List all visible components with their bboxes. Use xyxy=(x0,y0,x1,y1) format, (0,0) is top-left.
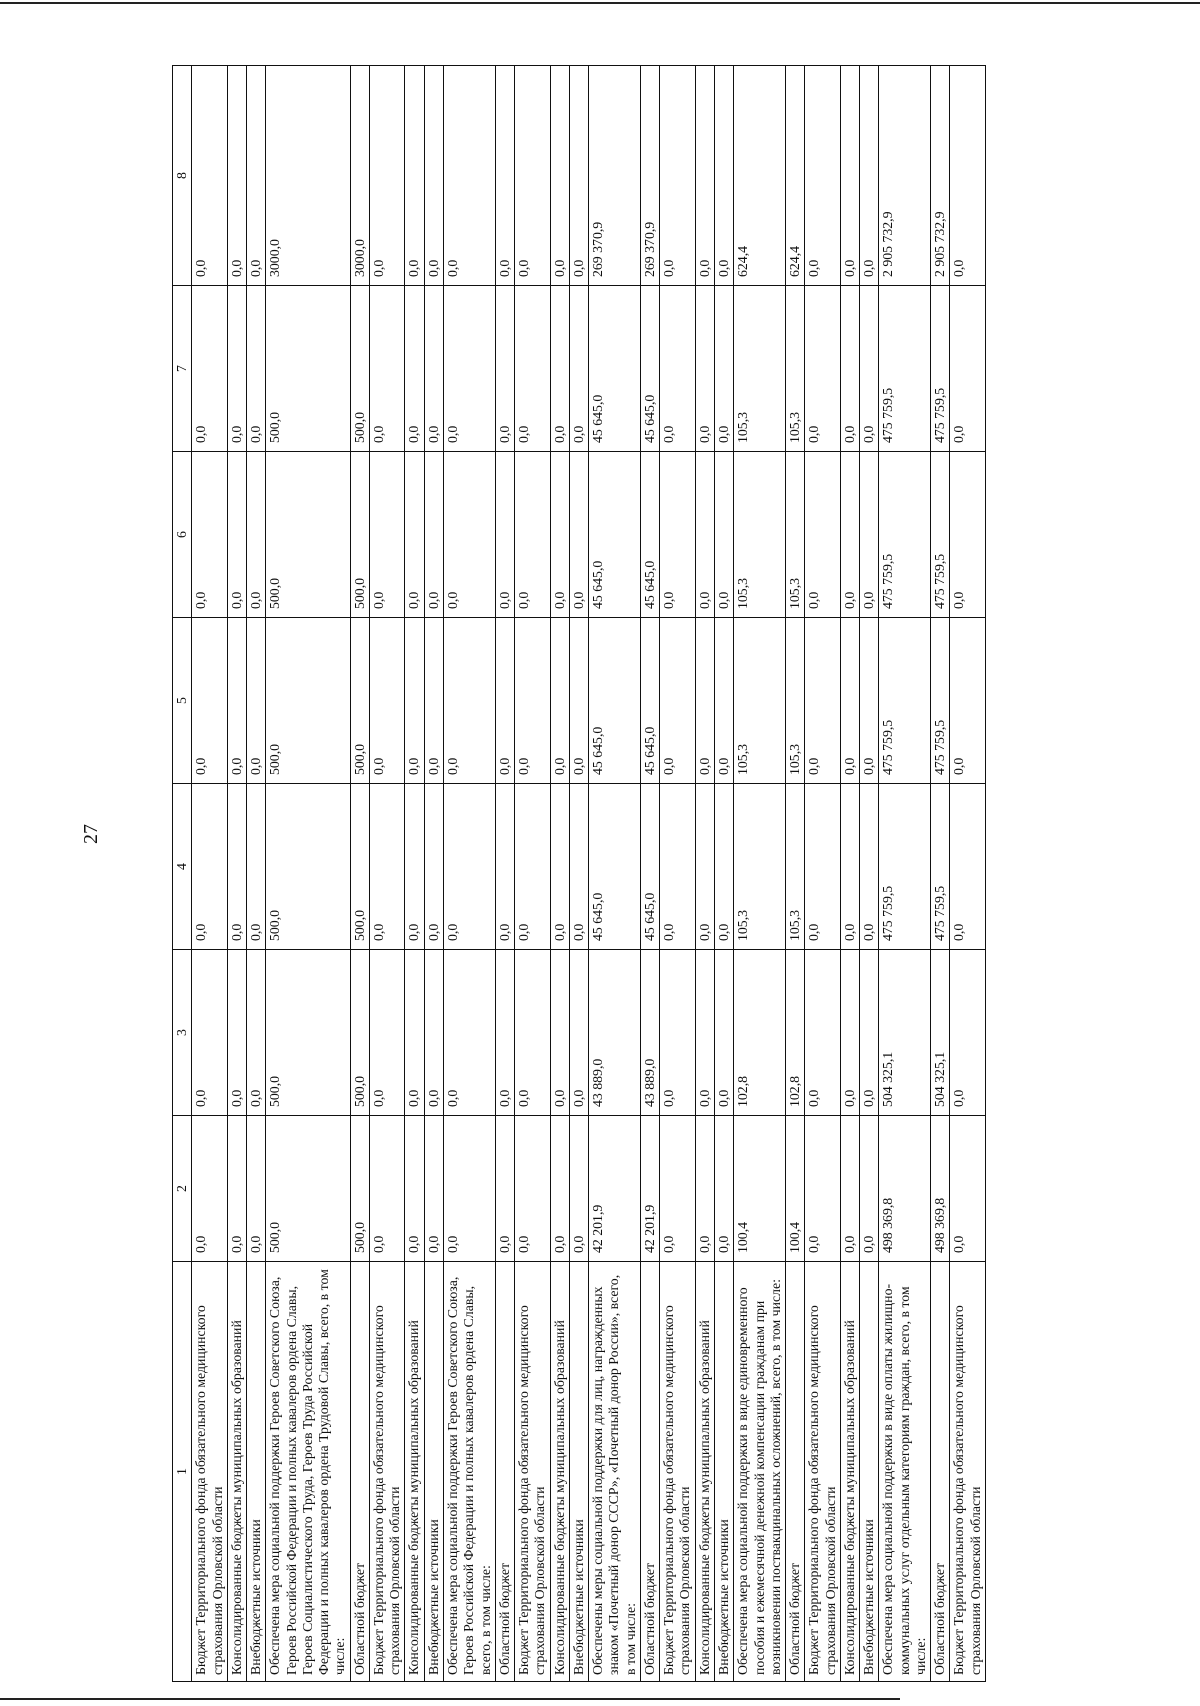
row-label: Внебюджетные источники xyxy=(247,1262,266,1682)
row-value: 0,0 xyxy=(227,618,246,784)
row-value: 0,0 xyxy=(950,66,986,286)
row-value: 500,0 xyxy=(266,784,350,950)
row-label: Бюджет Территориального фонда обязательного медицинского страхования Орловской области xyxy=(369,1262,405,1682)
row-value: 0,0 xyxy=(695,286,714,452)
budget-table xyxy=(172,65,986,1682)
table-row xyxy=(569,66,588,1682)
row-value: 0,0 xyxy=(695,1116,714,1262)
row-value: 0,0 xyxy=(227,950,246,1116)
row-value: 0,0 xyxy=(495,784,514,950)
row-label: Консолидированные бюджеты муниципальных образований xyxy=(840,1262,859,1682)
row-value: 0,0 xyxy=(369,452,405,618)
row-label: Внебюджетные источники xyxy=(569,1262,588,1682)
row-value: 0,0 xyxy=(405,950,424,1116)
table-row xyxy=(950,66,986,1682)
row-value: 0,0 xyxy=(569,618,588,784)
row-value: 0,0 xyxy=(369,784,405,950)
row-value: 0,0 xyxy=(660,452,696,618)
table-row xyxy=(369,66,405,1682)
table-row xyxy=(405,66,424,1682)
row-value: 42 201,9 xyxy=(640,1116,659,1262)
column-header: 2 xyxy=(173,1116,192,1262)
row-value: 43 889,0 xyxy=(589,950,641,1116)
row-value: 45 645,0 xyxy=(589,618,641,784)
row-value: 0,0 xyxy=(424,784,443,950)
rotated-page xyxy=(172,66,986,1682)
row-value: 0,0 xyxy=(840,66,859,286)
row-value: 500,0 xyxy=(350,784,369,950)
row-value: 500,0 xyxy=(266,950,350,1116)
row-value: 102,8 xyxy=(734,950,786,1116)
row-value: 0,0 xyxy=(405,286,424,452)
row-value: 0,0 xyxy=(495,286,514,452)
row-value: 2 905 732,9 xyxy=(931,66,950,286)
row-label: Консолидированные бюджеты муниципальных образований xyxy=(405,1262,424,1682)
row-value: 0,0 xyxy=(860,286,879,452)
row-value: 0,0 xyxy=(950,784,986,950)
row-value: 0,0 xyxy=(405,618,424,784)
row-value: 0,0 xyxy=(424,286,443,452)
row-label: Областной бюджет xyxy=(350,1262,369,1682)
row-value: 100,4 xyxy=(786,1116,805,1262)
row-value: 0,0 xyxy=(515,66,551,286)
row-value: 105,3 xyxy=(734,618,786,784)
row-label: Обеспечена мера социальной поддержки Героев Советского Союза, Героев Российской Федерации и полных кавалеров ордена Славы, всего, в том числе: xyxy=(443,1262,495,1682)
row-value: 3000,0 xyxy=(266,66,350,286)
column-header: 6 xyxy=(173,452,192,618)
row-value: 0,0 xyxy=(695,618,714,784)
table-row xyxy=(786,66,805,1682)
row-value: 0,0 xyxy=(840,618,859,784)
row-value: 0,0 xyxy=(443,66,495,286)
row-value: 0,0 xyxy=(950,950,986,1116)
row-value: 0,0 xyxy=(443,950,495,1116)
row-value: 105,3 xyxy=(786,286,805,452)
row-value: 45 645,0 xyxy=(589,784,641,950)
row-label: Бюджет Территориального фонда обязательного медицинского страхования Орловской области xyxy=(660,1262,696,1682)
column-header: 5 xyxy=(173,618,192,784)
row-value: 500,0 xyxy=(350,452,369,618)
row-value: 0,0 xyxy=(192,286,228,452)
row-value: 0,0 xyxy=(247,784,266,950)
row-value: 500,0 xyxy=(266,286,350,452)
row-value: 500,0 xyxy=(350,950,369,1116)
row-value: 0,0 xyxy=(805,452,841,618)
row-value: 0,0 xyxy=(569,452,588,618)
row-value: 0,0 xyxy=(660,66,696,286)
row-label: Консолидированные бюджеты муниципальных образований xyxy=(695,1262,714,1682)
row-value: 0,0 xyxy=(805,950,841,1116)
row-label: Обеспечена мера социальной поддержки Героев Советского Союза, Героев Российской Федерации и полных кавалеров ордена Славы, Героев Социалистического Труда, Героев Труда Российской Федерации и полных кавалеров ордена Трудовой Славы, всего, в том числе: xyxy=(266,1262,350,1682)
column-header: 1 xyxy=(173,1262,192,1682)
row-value: 0,0 xyxy=(950,1116,986,1262)
row-value: 45 645,0 xyxy=(589,452,641,618)
row-value: 0,0 xyxy=(569,286,588,452)
row-value: 0,0 xyxy=(860,1116,879,1262)
row-value: 0,0 xyxy=(805,66,841,286)
row-value: 0,0 xyxy=(714,618,733,784)
row-value: 0,0 xyxy=(660,1116,696,1262)
row-value: 0,0 xyxy=(660,950,696,1116)
row-value: 0,0 xyxy=(227,1116,246,1262)
row-label: Областной бюджет xyxy=(640,1262,659,1682)
row-value: 0,0 xyxy=(695,950,714,1116)
table-row xyxy=(266,66,350,1682)
row-label: Областной бюджет xyxy=(495,1262,514,1682)
row-value: 105,3 xyxy=(734,784,786,950)
row-label: Областной бюджет xyxy=(786,1262,805,1682)
table-row xyxy=(640,66,659,1682)
table-row xyxy=(515,66,551,1682)
scan-line-bottom xyxy=(0,1698,900,1700)
row-value: 0,0 xyxy=(840,286,859,452)
row-value: 0,0 xyxy=(714,286,733,452)
table-row xyxy=(660,66,696,1682)
row-label: Обеспечена мера социальной поддержки в виде единовременного пособия и ежемесячной денежной компенсации гражданам при возникновении поствакцинальных осложнений, всего, в том числе: xyxy=(734,1262,786,1682)
row-label: Внебюджетные источники xyxy=(424,1262,443,1682)
row-value: 0,0 xyxy=(247,950,266,1116)
row-value: 0,0 xyxy=(950,618,986,784)
row-value: 0,0 xyxy=(443,286,495,452)
row-value: 504 325,1 xyxy=(879,950,931,1116)
row-label: Внебюджетные источники xyxy=(860,1262,879,1682)
table-row xyxy=(805,66,841,1682)
row-value: 0,0 xyxy=(227,452,246,618)
row-label: Бюджет Территориального фонда обязательного медицинского страхования Орловской области xyxy=(805,1262,841,1682)
row-label: Областной бюджет xyxy=(931,1262,950,1682)
row-value: 269 370,9 xyxy=(589,66,641,286)
column-header: 8 xyxy=(173,66,192,286)
table-row xyxy=(589,66,641,1682)
row-value: 0,0 xyxy=(369,286,405,452)
row-value: 0,0 xyxy=(227,286,246,452)
row-value: 500,0 xyxy=(266,618,350,784)
row-value: 0,0 xyxy=(495,618,514,784)
row-value: 0,0 xyxy=(950,286,986,452)
row-value: 0,0 xyxy=(660,286,696,452)
row-value: 0,0 xyxy=(424,618,443,784)
row-value: 0,0 xyxy=(369,950,405,1116)
row-value: 500,0 xyxy=(350,1116,369,1262)
row-value: 0,0 xyxy=(405,1116,424,1262)
row-value: 0,0 xyxy=(714,784,733,950)
row-value: 0,0 xyxy=(569,1116,588,1262)
row-value: 624,4 xyxy=(786,66,805,286)
column-header: 7 xyxy=(173,286,192,452)
row-value: 45 645,0 xyxy=(640,784,659,950)
row-value: 0,0 xyxy=(495,1116,514,1262)
row-value: 0,0 xyxy=(247,452,266,618)
row-value: 475 759,5 xyxy=(879,452,931,618)
row-value: 0,0 xyxy=(569,66,588,286)
row-value: 0,0 xyxy=(443,1116,495,1262)
row-value: 0,0 xyxy=(860,452,879,618)
row-value: 0,0 xyxy=(860,618,879,784)
row-value: 0,0 xyxy=(515,286,551,452)
row-value: 0,0 xyxy=(424,66,443,286)
row-value: 500,0 xyxy=(350,286,369,452)
row-label: Консолидированные бюджеты муниципальных образований xyxy=(550,1262,569,1682)
row-value: 475 759,5 xyxy=(931,618,950,784)
table-row xyxy=(695,66,714,1682)
row-value: 0,0 xyxy=(714,452,733,618)
table-row xyxy=(227,66,246,1682)
row-value: 0,0 xyxy=(805,286,841,452)
row-value: 0,0 xyxy=(714,66,733,286)
row-value: 0,0 xyxy=(495,950,514,1116)
row-value: 0,0 xyxy=(405,784,424,950)
row-value: 0,0 xyxy=(860,66,879,286)
row-value: 0,0 xyxy=(247,618,266,784)
row-value: 0,0 xyxy=(443,618,495,784)
row-value: 105,3 xyxy=(786,784,805,950)
row-value: 0,0 xyxy=(369,1116,405,1262)
row-value: 0,0 xyxy=(860,784,879,950)
row-value: 0,0 xyxy=(192,1116,228,1262)
row-value: 0,0 xyxy=(805,784,841,950)
row-value: 0,0 xyxy=(443,784,495,950)
row-value: 0,0 xyxy=(840,1116,859,1262)
row-label: Обеспечена мера социальной поддержки в виде оплаты жилищно-коммунальных услуг отдельным категориям граждан, всего, в том числе: xyxy=(879,1262,931,1682)
scan-line-top xyxy=(0,2,1200,4)
row-value: 500,0 xyxy=(266,1116,350,1262)
table-row xyxy=(931,66,950,1682)
row-value: 0,0 xyxy=(424,950,443,1116)
row-value: 0,0 xyxy=(227,66,246,286)
row-value: 0,0 xyxy=(192,452,228,618)
row-value: 475 759,5 xyxy=(931,784,950,950)
row-value: 105,3 xyxy=(786,452,805,618)
row-value: 0,0 xyxy=(550,618,569,784)
row-value: 475 759,5 xyxy=(931,452,950,618)
row-value: 0,0 xyxy=(192,784,228,950)
row-value: 0,0 xyxy=(515,950,551,1116)
row-value: 0,0 xyxy=(550,1116,569,1262)
table-row xyxy=(192,66,228,1682)
column-header: 3 xyxy=(173,950,192,1116)
row-value: 0,0 xyxy=(714,950,733,1116)
row-value: 45 645,0 xyxy=(640,452,659,618)
row-value: 0,0 xyxy=(840,950,859,1116)
table-row xyxy=(879,66,931,1682)
table-row xyxy=(714,66,733,1682)
row-value: 475 759,5 xyxy=(879,618,931,784)
table-row xyxy=(350,66,369,1682)
table-row xyxy=(860,66,879,1682)
row-value: 0,0 xyxy=(247,66,266,286)
row-value: 0,0 xyxy=(247,1116,266,1262)
row-value: 0,0 xyxy=(495,66,514,286)
row-value: 0,0 xyxy=(714,1116,733,1262)
row-value: 0,0 xyxy=(192,950,228,1116)
row-value: 504 325,1 xyxy=(931,950,950,1116)
row-value: 0,0 xyxy=(695,784,714,950)
table-row xyxy=(443,66,495,1682)
row-value: 0,0 xyxy=(860,950,879,1116)
row-value: 105,3 xyxy=(734,452,786,618)
row-value: 0,0 xyxy=(495,452,514,618)
row-label: Консолидированные бюджеты муниципальных образований xyxy=(227,1262,246,1682)
row-value: 43 889,0 xyxy=(640,950,659,1116)
table-row xyxy=(550,66,569,1682)
row-value: 0,0 xyxy=(660,618,696,784)
table-row xyxy=(840,66,859,1682)
row-value: 0,0 xyxy=(515,452,551,618)
row-value: 0,0 xyxy=(550,452,569,618)
row-label: Внебюджетные источники xyxy=(714,1262,733,1682)
row-value: 0,0 xyxy=(515,618,551,784)
row-value: 0,0 xyxy=(424,452,443,618)
row-value: 0,0 xyxy=(805,618,841,784)
row-value: 498 369,8 xyxy=(879,1116,931,1262)
row-value: 0,0 xyxy=(405,452,424,618)
row-value: 0,0 xyxy=(550,66,569,286)
row-value: 0,0 xyxy=(550,286,569,452)
row-value: 0,0 xyxy=(247,286,266,452)
row-value: 0,0 xyxy=(515,1116,551,1262)
row-value: 498 369,8 xyxy=(931,1116,950,1262)
row-value: 0,0 xyxy=(192,66,228,286)
row-value: 45 645,0 xyxy=(589,286,641,452)
row-value: 0,0 xyxy=(515,784,551,950)
row-value: 105,3 xyxy=(734,286,786,452)
row-value: 0,0 xyxy=(840,784,859,950)
row-label: Обеспечены меры социальной поддержки для лиц, награжденных знаком «Почетный донор СССР», «Почетный донор России», всего, в том числе: xyxy=(589,1262,641,1682)
row-value: 0,0 xyxy=(950,452,986,618)
row-value: 42 201,9 xyxy=(589,1116,641,1262)
row-value: 0,0 xyxy=(569,784,588,950)
row-value: 45 645,0 xyxy=(640,286,659,452)
row-value: 0,0 xyxy=(424,1116,443,1262)
row-value: 0,0 xyxy=(369,618,405,784)
row-value: 105,3 xyxy=(786,618,805,784)
row-value: 269 370,9 xyxy=(640,66,659,286)
row-value: 475 759,5 xyxy=(879,784,931,950)
row-value: 624,4 xyxy=(734,66,786,286)
table-body xyxy=(192,66,986,1682)
row-value: 2 905 732,9 xyxy=(879,66,931,286)
row-value: 0,0 xyxy=(443,452,495,618)
row-value: 0,0 xyxy=(550,950,569,1116)
row-value: 475 759,5 xyxy=(879,286,931,452)
column-header: 4 xyxy=(173,784,192,950)
row-value: 0,0 xyxy=(840,452,859,618)
row-value: 100,4 xyxy=(734,1116,786,1262)
row-value: 500,0 xyxy=(266,452,350,618)
row-label: Бюджет Территориального фонда обязательного медицинского страхования Орловской области xyxy=(192,1262,228,1682)
row-value: 3000,0 xyxy=(350,66,369,286)
row-value: 0,0 xyxy=(369,66,405,286)
row-value: 0,0 xyxy=(695,452,714,618)
table-row xyxy=(734,66,786,1682)
row-value: 0,0 xyxy=(695,66,714,286)
row-value: 500,0 xyxy=(350,618,369,784)
row-value: 0,0 xyxy=(405,66,424,286)
table-row xyxy=(247,66,266,1682)
row-value: 475 759,5 xyxy=(931,286,950,452)
row-value: 0,0 xyxy=(192,618,228,784)
row-label: Бюджет Территориального фонда обязательного медицинского страхования Орловской области xyxy=(950,1262,986,1682)
row-value: 0,0 xyxy=(550,784,569,950)
row-value: 0,0 xyxy=(805,1116,841,1262)
table-row xyxy=(495,66,514,1682)
table-row xyxy=(424,66,443,1682)
page-number: 27 xyxy=(80,824,102,844)
table-header-row xyxy=(173,66,192,1682)
row-label: Бюджет Территориального фонда обязательного медицинского страхования Орловской области xyxy=(515,1262,551,1682)
row-value: 0,0 xyxy=(227,784,246,950)
row-value: 45 645,0 xyxy=(640,618,659,784)
row-value: 0,0 xyxy=(569,950,588,1116)
row-value: 0,0 xyxy=(660,784,696,950)
row-value: 102,8 xyxy=(786,950,805,1116)
